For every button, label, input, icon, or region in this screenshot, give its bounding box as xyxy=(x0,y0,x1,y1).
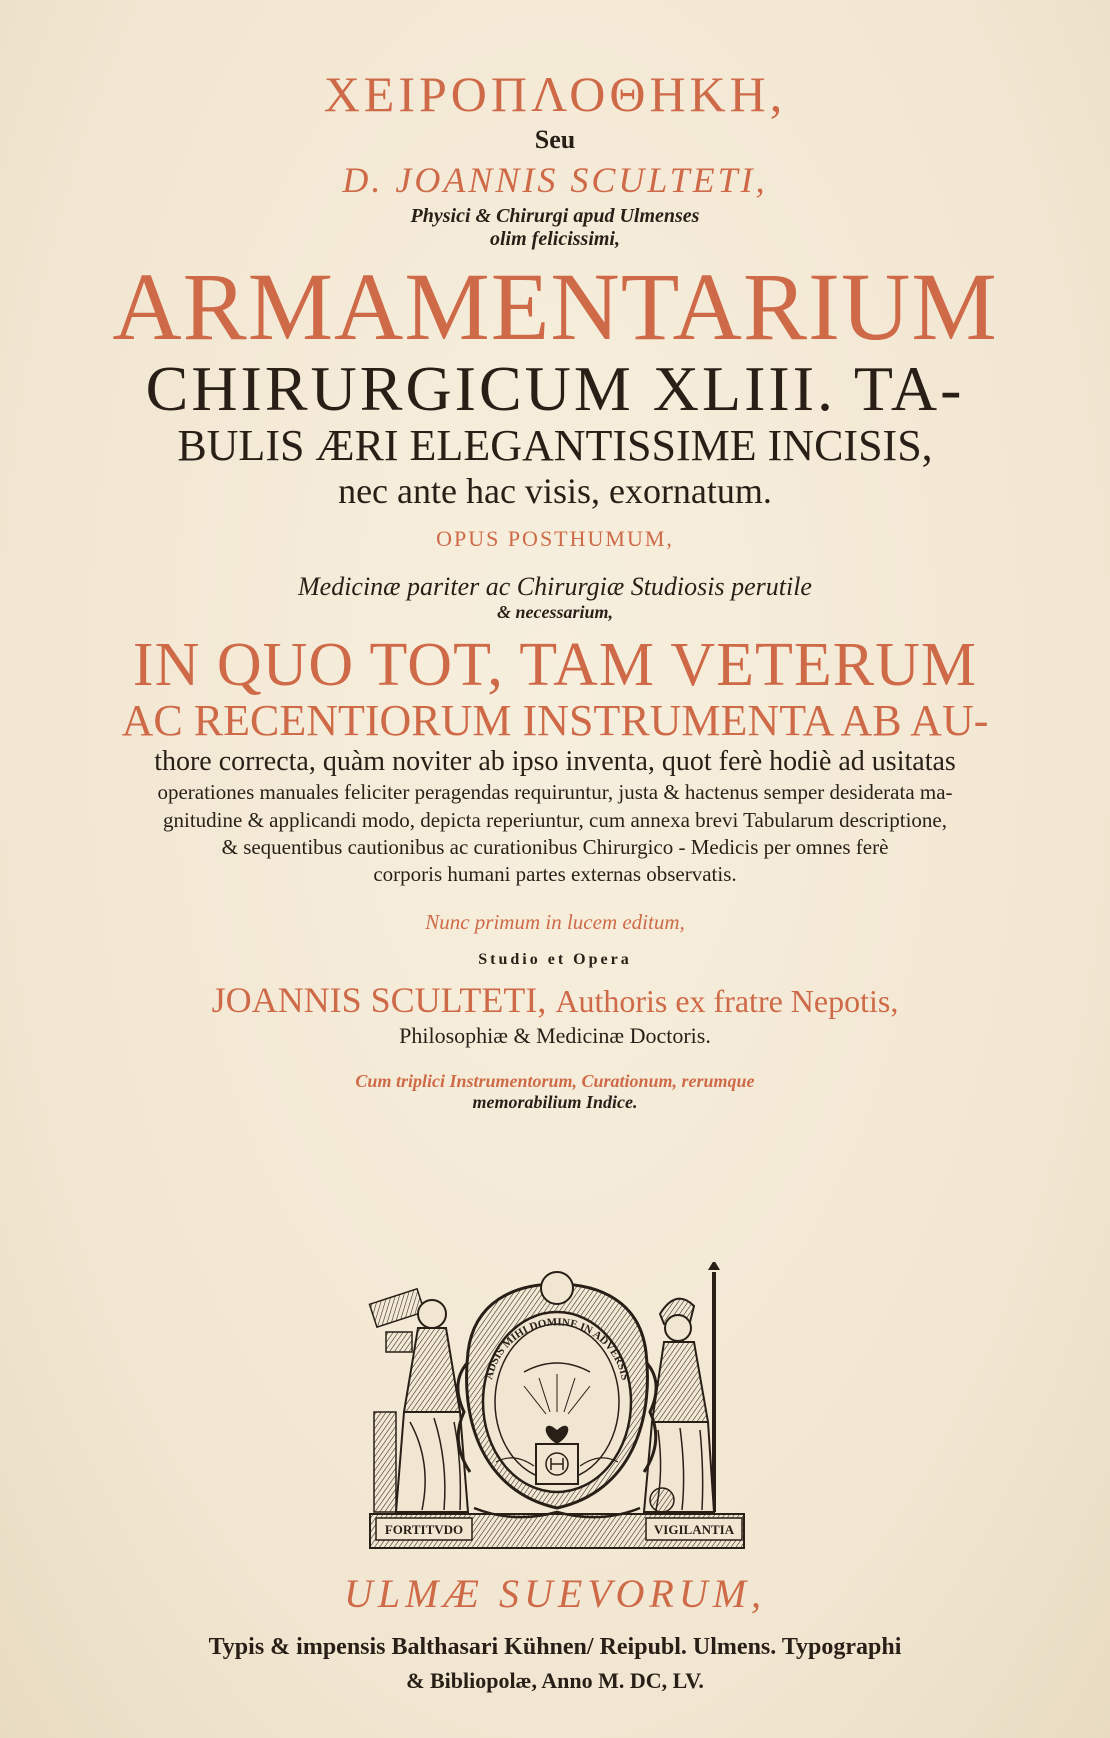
seu-line: Seu xyxy=(534,125,576,154)
memorabilium-line: memorabilium Indice. xyxy=(472,1092,638,1113)
studio-et-opera: Studio et Opera xyxy=(478,951,632,969)
olim-line: olim felicissimi, xyxy=(490,228,620,250)
cherub-head xyxy=(541,1272,573,1304)
joannis-name: JOANNIS SCULTETI, xyxy=(211,980,547,1021)
joannis-nepotis: Authoris ex fratre Nepotis, xyxy=(555,983,899,1020)
armamentarium-title: ARMAMENTARIUM xyxy=(112,253,998,360)
operationes-line: operationes manuales feliciter peragendas requiruntur, justa & hactenus semper desiderata ma- xyxy=(157,780,953,805)
cum-triplici-line: Cum triplici Instrumentorum, Curationum, rerumque xyxy=(355,1071,755,1092)
sequentibus-line: & sequentibus cautionibus ac curationibus Chirurgico - Medicis per omnes ferè xyxy=(221,834,889,859)
greek-title: ΧΕΙΡΟΠΛΟΘΗΚΗ, xyxy=(323,66,787,122)
necessarium-line: & necessarium, xyxy=(496,601,613,622)
ulmae-suevorum: ULMÆ SUEVORUM, xyxy=(343,1571,767,1616)
philosophiae-line: Philosophiæ & Medicinæ Doctoris. xyxy=(399,1023,711,1049)
device-left-label: FORTITVDO xyxy=(384,1522,464,1537)
typis-line: Typis & impensis Balthasari Kühnen/ Reipubl. Ulmens. Typographi xyxy=(208,1634,902,1660)
ac-recentiorum-line: AC RECENTIORUM INSTRUMENTA AB AU- xyxy=(121,696,989,746)
author-line: D. JOANNIS SCULTETI, xyxy=(342,160,768,200)
chirurgicum-line: CHIRURGICUM XLIII. TA- xyxy=(145,353,965,424)
bibliopolae-line: & Bibliopolæ, Anno M. DC, LV. xyxy=(406,1668,704,1693)
nunc-primum-line: Nunc primum in lucem editum, xyxy=(425,910,685,935)
printers-device-woodcut xyxy=(364,1262,750,1552)
device-right-label: VIGILANTIA xyxy=(653,1522,735,1537)
device-motto: ADSIS MIHI DOMINE IN ADVERSIS xyxy=(483,1316,631,1382)
in-quo-line: IN QUO TOT, TAM VETERUM xyxy=(132,630,978,699)
thore-line: thore correcta, quàm noviter ab ipso inventa, quot ferè hodiè ad usitatas xyxy=(154,746,956,778)
opus-posthumum: OPUS POSTHUMUM, xyxy=(436,525,674,551)
gnitudine-line: gnitudine & applicandi modo, depicta reperiuntur, cum annexa brevi Tabularum descriptione, xyxy=(163,807,947,832)
physici-line: Physici & Chirurgi apud Ulmenses xyxy=(410,205,700,227)
joannis-line xyxy=(0,979,1110,1021)
central-cartouche xyxy=(467,1272,648,1508)
medicinae-line: Medicinæ pariter ac Chirurgiæ Studiosis perutile xyxy=(298,571,812,601)
nec-ante-line: nec ante hac visis, exornatum. xyxy=(338,470,772,511)
corporis-line: corporis humani partes externas observatis. xyxy=(373,862,737,887)
bulis-line: BULIS ÆRI ELEGANTISSIME INCISIS, xyxy=(177,421,933,471)
device-left-column xyxy=(374,1412,396,1512)
